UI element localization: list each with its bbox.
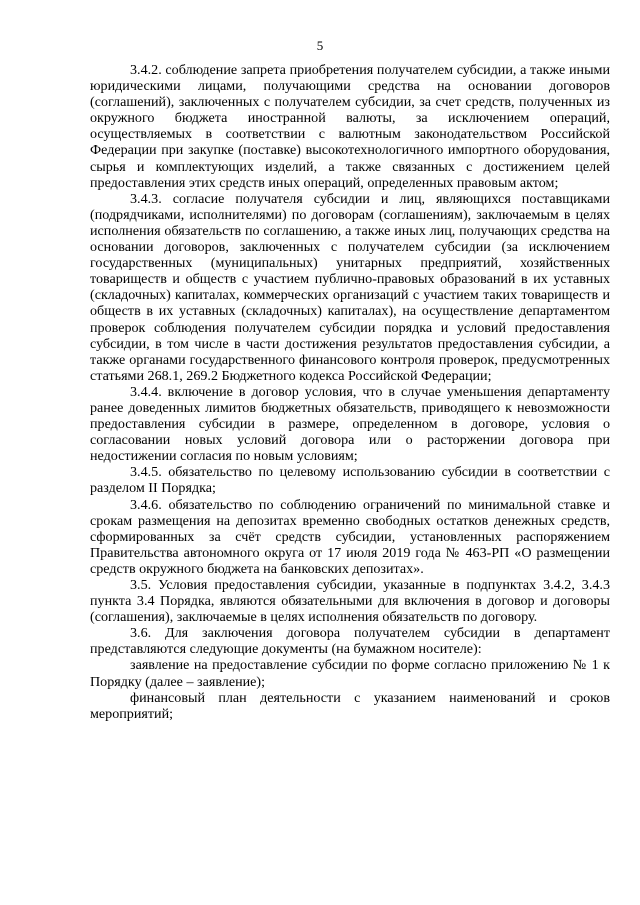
paragraph-3-4-3: 3.4.3. согласие получателя субсидии и лиц, являющихся поставщиками (подрядчиками, исполнителями) по договорам (соглашениям), заключаемым в целях исполнения обязательств по соглашению, а также иных лиц, получающих средства на основании договоров, заключенных с получателем субсидии (за исключением государственных (муниципальных) унитарных предприятий, хозяйственных товариществ и обществ с участием публично-правовых образований в их уставных (складочных) капиталах, коммерческих организаций с участием таких товариществ и обществ в их уставных (складочных) капиталах), на осуществление департаментом проверок соблюдения получателем субсидии порядка и условий предоставления субсидии, в том числе в части достижения результатов предоставления субсидии, а также органами государственного финансового контроля проверок, предусмотренных статьями 268.1, 269.2 Бюджетного кодекса Российской Федерации; [90,190,610,384]
paragraph-3-4-4: 3.4.4. включение в договор условия, что в случае уменьшения департаменту ранее доведенных лимитов бюджетных обязательств, приводящего к невозможности предоставления субсидии в размере, определенном в договоре, условия о согласовании новых условий договора или о расторжении договора при недостижении согласия по новым условиям; [90,383,610,465]
paragraph-3-5: 3.5. Условия предоставления субсидии, указанные в подпунктах 3.4.2, 3.4.3 пункта 3.4 Порядка, являются обязательными для включения в договор и договоры (соглашения), заключаемые в целях исполнения обязательств по договору. [90,577,610,626]
document-body [90,62,610,722]
page-number: 5 [316,38,324,53]
document-list-item-application: заявление на предоставление субсидии по форме согласно приложению № 1 к Порядку (далее – заявление); [90,657,610,690]
paragraph-3-4-6: 3.4.6. обязательство по соблюдению ограничений по минимальной ставке и срокам размещения на депозитах временно свободных остатков денежных средств, сформированных за счёт средств субсидии, установленных распоряжением Правительства автономного округа от 17 июля 2019 года № 463-РП «О размещении средств окружного бюджета на банковских депозитах». [90,496,610,577]
paragraph-3-4-2: 3.4.2. соблюдение запрета приобретения получателем субсидии, а также иными юридическими лицами, получающими средства на основании договоров (соглашений), заключенных с получателем субсидии, за счет средств, полученных из окружного бюджета иностранной валюты, за исключением операций, осуществляемых в соответствии с валютным законодательством Российской Федерации при закупке (поставке) высокотехнологичного импортного оборудования, сырья и комплектующих изделий, а также связанных с достижением целей предоставления этих средств иных операций, определенных правовым актом; [90,62,610,191]
paragraph-3-6: 3.6. Для заключения договора получателем субсидии в департамент представляются следующие документы (на бумажном носителе): [90,625,610,658]
document-list-item-financial-plan: финансовый план деятельности с указанием наименований и сроков мероприятий; [90,689,610,722]
paragraph-3-4-5: 3.4.5. обязательство по целевому использованию субсидии в соответствии с разделом II Порядка; [90,464,610,497]
